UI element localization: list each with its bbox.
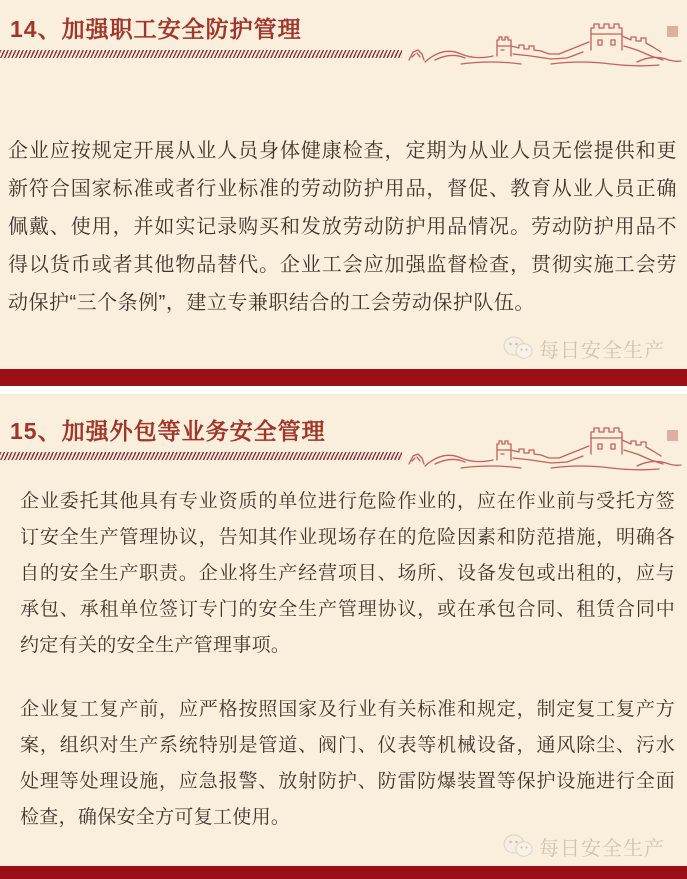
section-15-bottom-bar <box>0 866 687 879</box>
section-14-body <box>0 72 687 322</box>
hatch-divider <box>0 50 402 58</box>
section-15-body <box>0 474 687 836</box>
watermark-text: 每日安全生产 <box>539 837 665 860</box>
seal-stamp <box>667 26 678 37</box>
paragraph: 企业复工复产前，应严格按照国家及行业有关标准和规定，制定复工复产方案，组织对生产系统特别是管道、阀门、仪表等机械设备，通风除尘、污水处理等处理设施，应急报警、放射防护、防雷防爆装置等保护设施进行全面检查，确保安全方可复工使用。 <box>20 699 675 828</box>
paragraph: 企业委托其他具有专业资质的单位进行危险作业的，应在作业前与受托方签订安全生产管理协议，告知其作业现场存在的危险因素和防范措施，明确各自的安全生产职责。企业将生产经营项目、场所、设备发包或出租的，应与承包、承租单位签订专门的安全生产管理协议，或在承包合同、租赁合同中约定有关的安全生产管理事项。 <box>20 491 675 656</box>
section-15-header <box>0 394 687 474</box>
paragraph: 企业应按规定开展从业人员身体健康检查，定期为从业人员无偿提供和更新符合国家标准或者行业标准的劳动防护用品，督促、教育从业人员正确佩戴、使用，并如实记录购买和发放劳动防护用品情况。劳动防护用品不得以货币或者其他物品替代。企业工会应加强监督检查，贯彻实施工会劳动保护“三个条例”，建立专兼职结合的工会劳动保护队伍。 <box>8 140 677 314</box>
great-wall-illustration <box>401 16 683 70</box>
watermark <box>0 332 687 364</box>
wechat-icon <box>503 335 533 361</box>
section-card-14 <box>0 0 687 386</box>
section-15-title: 15、加强外包等业务安全管理 <box>10 418 326 444</box>
section-card-15 <box>0 394 687 879</box>
wechat-icon <box>503 833 533 859</box>
great-wall-illustration <box>401 420 683 474</box>
section-14-bottom-bar <box>0 369 687 386</box>
seal-stamp <box>667 430 678 441</box>
section-gap <box>0 386 687 394</box>
section-14-title: 14、加强职工安全防护管理 <box>10 16 302 42</box>
watermark-text: 每日安全生产 <box>539 339 665 362</box>
section-14-header <box>0 0 687 72</box>
hatch-divider <box>0 452 402 460</box>
